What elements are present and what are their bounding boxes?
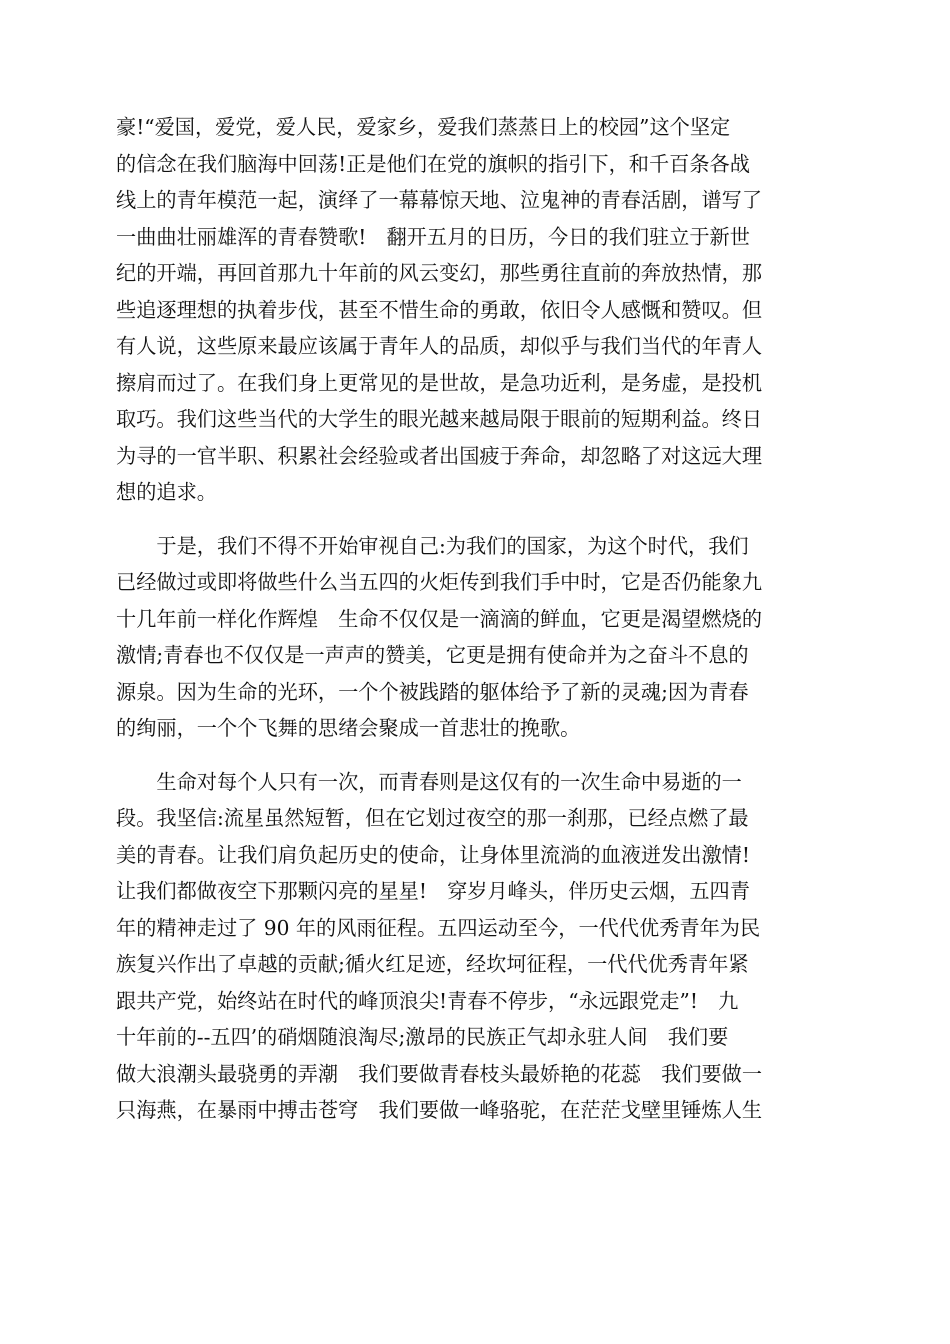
text-line: 于是，我们不得不开始审视自己:为我们的国家，为这个时代，我们 [116, 533, 749, 558]
text-line: 取巧。我们这些当代的大学生的眼光越来越局限于眼前的短期利益。终日 [116, 407, 763, 431]
text-line: 族复兴作出了卓越的贡献;循火红足迹，经坎坷征程，一代代优秀青年紧 [116, 952, 749, 976]
text-line: 源泉。因为生命的光环，一个个被践踏的躯体给予了新的灵魂;因为青春 [116, 679, 749, 704]
text-line: 让我们都做夜空下那颗闪亮的星星! 穿岁月峰头，伴历史云烟，五四青 [116, 879, 750, 903]
text-line: 做大浪潮头最骁勇的弄潮 我们要做青春枝头最娇艳的花蕊 我们要做一 [116, 1061, 763, 1086]
text-line: 年的精神走过了 90 年的风雨征程。五四运动至今，一代代优秀青年为民 [116, 915, 761, 940]
text-line: 线上的青年模范一起，演绎了一幕幕惊天地、泣鬼神的青春活剧，谱写了 [116, 188, 763, 212]
text-line: 十几年前一样化作辉煌 生命不仅仅是一滴滴的鲜血，它更是渴望燃烧的 [116, 606, 763, 631]
paragraph-2 [116, 528, 836, 747]
text-line: 豪!“爱国，爱党，爱人民，爱家乡，爱我们蒸蒸日上的校园”这个坚定 [116, 115, 731, 139]
text-line: 已经做过或即将做些什么当五四的火炬传到我们手中时，它是否仍能象九 [116, 570, 763, 594]
text-line: 有人说，这些原来最应该属于青年人的品质，却似乎与我们当代的年青人 [116, 334, 763, 358]
text-line: 些追逐理想的执着步伐，甚至不惜生命的勇敢，依旧令人感慨和赞叹。但 [116, 297, 763, 322]
text-line: 一曲曲壮丽雄浑的青春赞歌! 翻开五月的日历，今日的我们驻立于新世 [116, 224, 750, 249]
text-line: 跟共产党，始终站在时代的峰顶浪尖!青春不停步，“永远跟党走”! 九 [116, 988, 739, 1013]
document-body [116, 109, 836, 1129]
text-line: 段。我坚信:流星虽然短暂，但在它划过夜空的那一刹那，已经点燃了最 [116, 806, 749, 830]
text-line: 只海燕，在暴雨中搏击苍穹 我们要做一峰骆驼，在茫茫戈壁里锤炼人生 [116, 1098, 763, 1122]
text-line: 纪的开端，再回首那九十年前的风云变幻，那些勇往直前的奔放热情，那 [116, 261, 763, 285]
text-line: 为寻的一官半职、积累社会经验或者出国疲于奔命，却忽略了对这远大理 [116, 443, 763, 468]
text-line: 十年前的--五四’的硝烟随浪淘尽;激昂的民族正气却永驻人间 我们要 [116, 1025, 729, 1049]
text-line: 激情;青春也不仅仅是一声声的赞美，它更是拥有使命并为之奋斗不息的 [116, 643, 749, 667]
text-line: 的信念在我们脑海中回荡!正是他们在党的旗帜的指引下，和千百条各战 [116, 151, 750, 176]
paragraph-1 [116, 109, 836, 511]
paragraph-spacer [116, 511, 836, 528]
text-line: 想的追求。 [116, 480, 217, 504]
text-line: 美的青春。让我们肩负起历史的使命，让身体里流淌的血液迸发出激情! [116, 842, 750, 867]
paragraph-3 [116, 764, 836, 1129]
paragraph-spacer [116, 747, 836, 764]
text-line: 的绚丽，一个个飞舞的思绪会聚成一首悲壮的挽歌。 [116, 716, 581, 740]
text-line: 擦肩而过了。在我们身上更常见的是世故，是急功近利，是务虚，是投机 [116, 370, 763, 395]
text-line: 生命对每个人只有一次，而青春则是这仅有的一次生命中易逝的一 [116, 769, 742, 794]
